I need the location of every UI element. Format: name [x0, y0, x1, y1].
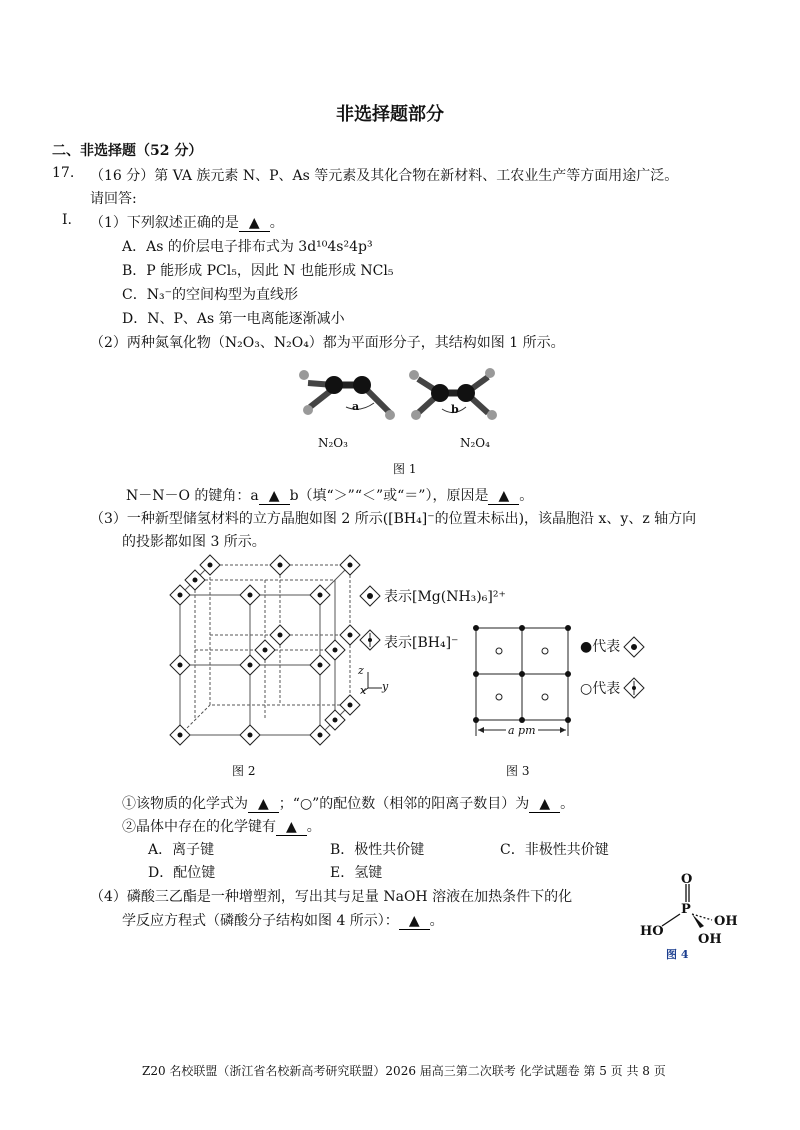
answer-blank: ▲ [529, 796, 560, 813]
option-3b: B．极性共价键 [330, 842, 425, 858]
answer-blank: ▲ [259, 488, 290, 505]
answer-blank: ▲ [276, 819, 307, 836]
legend-mg-icon [360, 586, 380, 606]
q2-mid: b（填“＞”“＜”或“＝”），原因是 [289, 488, 489, 504]
legend-bh4-icon [360, 630, 380, 650]
axis-y-label: y [382, 680, 389, 693]
option-1d: D．N、P、As 第一电离能逐渐减小 [122, 311, 345, 327]
q2-end: 。 [519, 488, 534, 504]
part-label: I. [62, 212, 72, 228]
q4-pre: 学反应方程式（磷酸分子结构如图 4 所示）： [122, 913, 399, 929]
answer-blank: ▲ [399, 913, 430, 930]
subquestion-3-line2: 的投影都如图 3 所示。 [122, 534, 266, 550]
q3-2-pre: ②晶体中存在的化学键有 [122, 819, 276, 835]
fig4-oh-bottom: OH [698, 932, 722, 947]
option-3c: C．非极性共价键 [500, 842, 609, 858]
subquestion-3-line1: （3）一种新型储氢材料的立方晶胞如图 2 所示([BH₄]⁻的位置未标出)，该晶胞沿 x、y、z 轴方向 [90, 511, 697, 527]
option-1a: A．As 的价层电子排布式为 3d¹⁰4s²4p³ [122, 239, 373, 255]
legend-open-text: ○代表 [580, 681, 621, 697]
answer-blank: ▲ [248, 796, 279, 813]
fig4-oxygen: O [681, 872, 693, 887]
subquestion-2: （2）两种氮氧化物（N₂O₃、N₂O₄）都为平面形分子，其结构如图 1 所示。 [90, 335, 565, 351]
section-heading: 二、非选择题（52 分） [52, 143, 203, 159]
option-3d: D．配位键 [148, 865, 216, 881]
subquestion-2-question [126, 485, 533, 505]
fig4-phosphorus: P [681, 902, 691, 917]
legend-filled-text: ●代表 [580, 639, 621, 655]
option-1b: B．P 能形成 PCl₅，因此 N 也能形成 NCl₅ [122, 263, 394, 279]
answer-blank: ▲ [488, 488, 519, 505]
option-3e: E．氢键 [330, 865, 383, 881]
n2o4-label: N₂O₄ [460, 436, 490, 450]
angle-a-label: a [352, 400, 360, 413]
legend-open-icon [624, 678, 644, 698]
q3-1-mid: ；“○”的配位数（相邻的阳离子数目）为 [278, 796, 530, 812]
q4-end: 。 [429, 913, 444, 929]
n2o3-label: N₂O₃ [318, 436, 348, 450]
option-1c: C．N₃⁻的空间构型为直线形 [122, 287, 298, 303]
angle-b-label: b [451, 403, 459, 416]
axis-z-label: z [358, 664, 364, 677]
question-intro-line1: （16 分）第 VA 族元素 N、P、As 等元素及其化合物在新材料、工农业生产等方面用途广泛。 [90, 168, 679, 184]
figure-2-cell [160, 555, 360, 745]
legend-bh4-text: 表示[BH₄]⁻ [384, 635, 459, 651]
subquestion-3-1 [122, 793, 574, 813]
fig4-ho: HO [640, 924, 664, 939]
q3-1-pre: ①该物质的化学式为 [122, 796, 248, 812]
question-number: 17. [52, 165, 75, 181]
figure-4-caption: 图 4 [666, 948, 689, 961]
legend-mg-text: 表示[Mg(NH₃)₆]²⁺ [384, 589, 506, 605]
subquestion-1-text: （1）下列叙述正确的是 [90, 215, 239, 231]
answer-blank: ▲ [239, 215, 270, 232]
q2-pre: N－N－O 的键角：a [126, 488, 259, 504]
subquestion-1 [90, 212, 284, 232]
projection-length-label: a pm [508, 724, 536, 737]
subquestion-4-line1: （4）磷酸三乙酯是一种增塑剂，写出其与足量 NaOH 溶液在加热条件下的化 [90, 889, 573, 905]
question-intro-line2: 请回答: [90, 191, 137, 207]
page-footer: Z20 名校联盟（浙江省名校新高考研究联盟）2026 届高三第二次联考 化学试题卷 第 5 页 共 8 页 [142, 1064, 666, 1078]
q3-1-end: 。 [560, 796, 575, 812]
figure-1-caption: 图 1 [393, 462, 417, 476]
option-3a: A．离子键 [148, 842, 215, 858]
subquestion-1-end: 。 [269, 215, 284, 231]
subquestion-4-line2 [122, 910, 444, 930]
figure-2-caption: 图 2 [232, 764, 256, 778]
fig4-oh-right: OH [714, 914, 738, 929]
q3-2-end: 。 [306, 819, 321, 835]
page-title: 非选择题部分 [336, 104, 444, 125]
subquestion-3-2 [122, 816, 321, 836]
figure-3-caption: 图 3 [506, 764, 530, 778]
n2o3-molecule [299, 370, 395, 420]
axis-x-label: x [360, 684, 367, 697]
legend-filled-icon [624, 637, 644, 657]
